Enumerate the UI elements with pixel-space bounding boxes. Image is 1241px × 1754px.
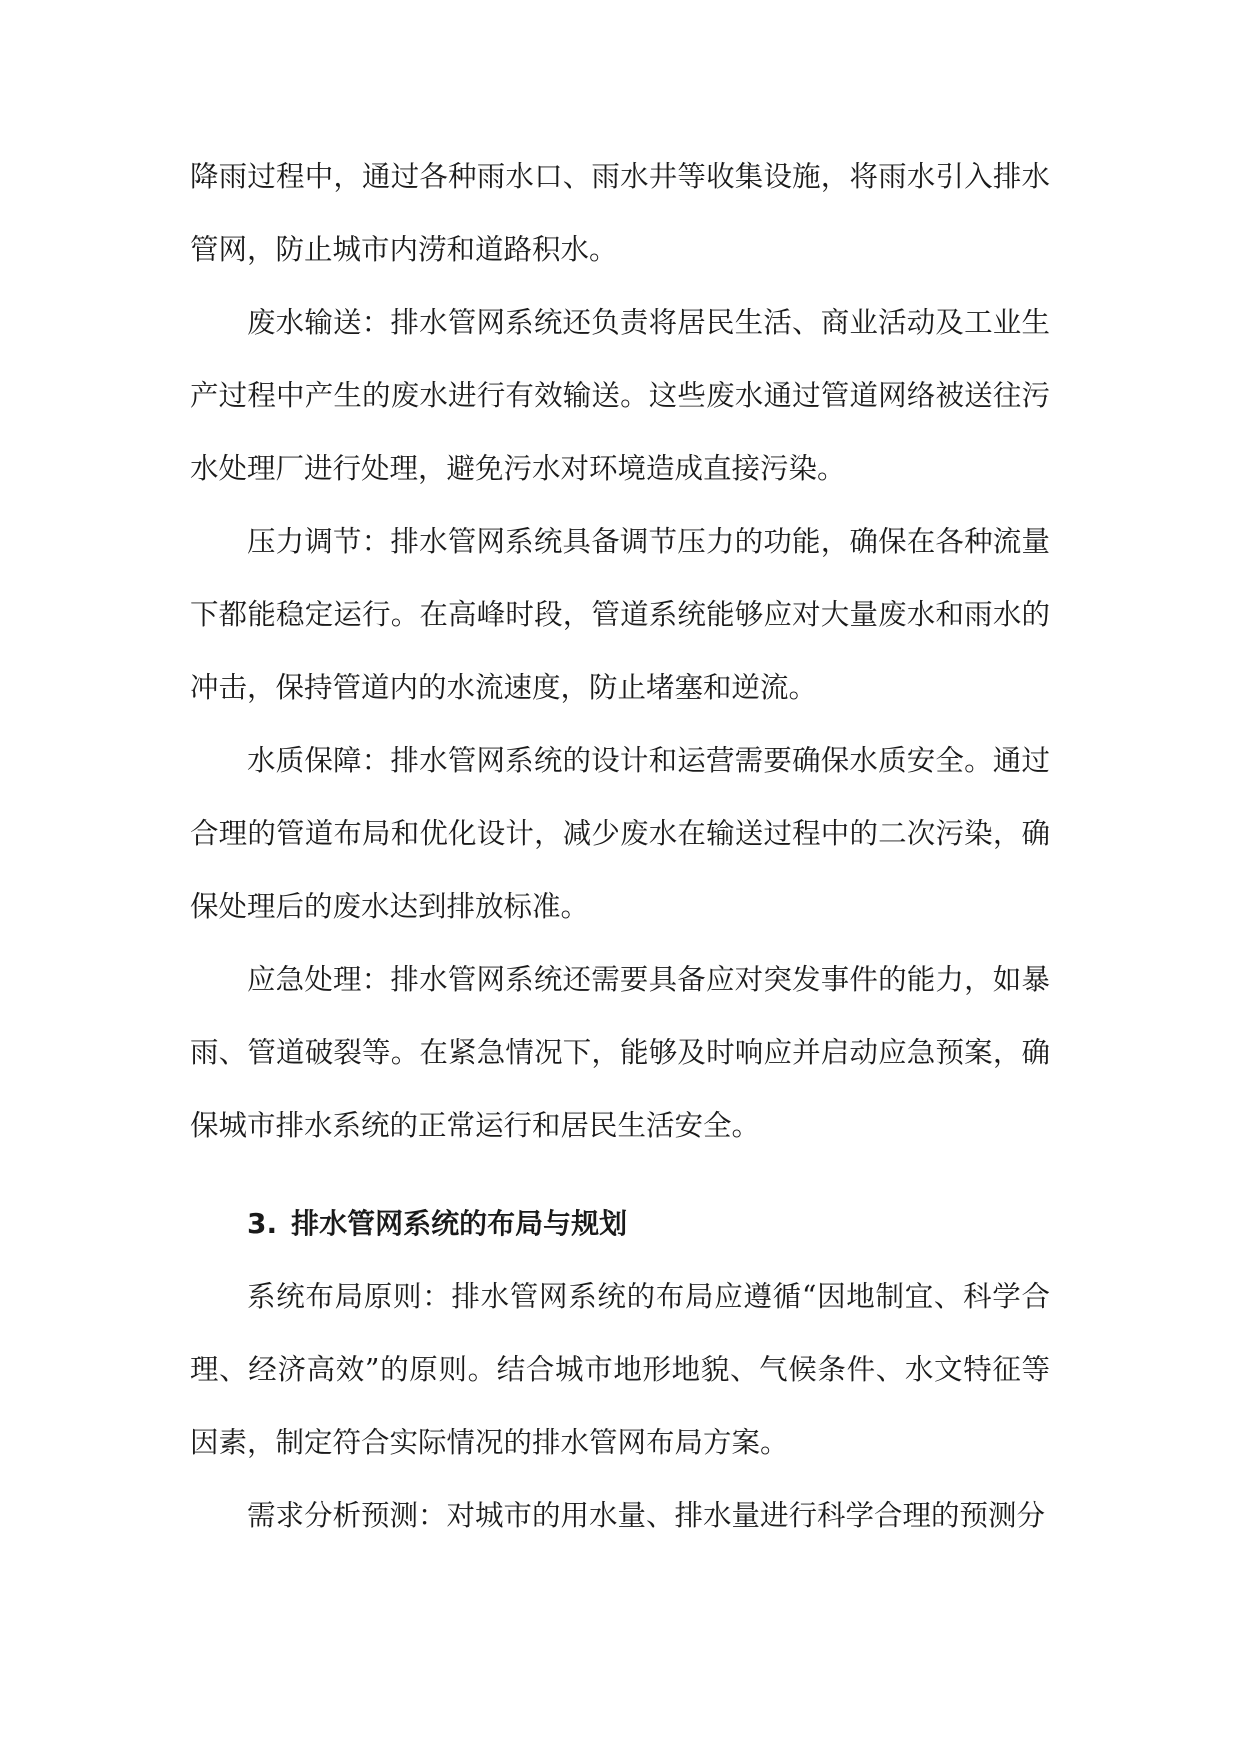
paragraph-stormwater-collection: 降雨过程中，通过各种雨水口、雨水井等收集设施，将雨水引入排水管网，防止城市内涝和道路积水。 bbox=[190, 160, 1050, 266]
paragraph-demand-forecast: 需求分析预测：对城市的用水量、排水量进行科学合理的预测分 bbox=[247, 1499, 1046, 1532]
section-number: 3. bbox=[247, 1207, 278, 1240]
document-body bbox=[190, 140, 1050, 1552]
paragraph-pressure-regulation: 压力调节：排水管网系统具备调节压力的功能，确保在各种流量下都能稳定运行。在高峰时段，管道系统能够应对大量废水和雨水的冲击，保持管道内的水流速度，防止堵塞和逆流。 bbox=[190, 525, 1050, 704]
section-title: 排水管网系统的布局与规划 bbox=[291, 1207, 628, 1240]
paragraph-wastewater-conveyance: 废水输送：排水管网系统还负责将居民生活、商业活动及工业生产过程中产生的废水进行有效输送。这些废水通过管道网络被送往污水处理厂进行处理，避免污水对环境造成直接污染。 bbox=[190, 306, 1050, 485]
section-heading bbox=[190, 1187, 1050, 1260]
paragraph-layout-principles: 系统布局原则：排水管网系统的布局应遵循“因地制宜、科学合理、经济高效”的原则。结合城市地形地貌、气候条件、水文特征等因素，制定符合实际情况的排水管网布局方案。 bbox=[190, 1280, 1050, 1459]
paragraph-emergency-handling: 应急处理：排水管网系统还需要具备应对突发事件的能力，如暴雨、管道破裂等。在紧急情况下，能够及时响应并启动应急预案，确保城市排水系统的正常运行和居民生活安全。 bbox=[190, 963, 1050, 1142]
paragraph-water-quality: 水质保障：排水管网系统的设计和运营需要确保水质安全。通过合理的管道布局和优化设计，减少废水在输送过程中的二次污染，确保处理后的废水达到排放标准。 bbox=[190, 744, 1050, 923]
